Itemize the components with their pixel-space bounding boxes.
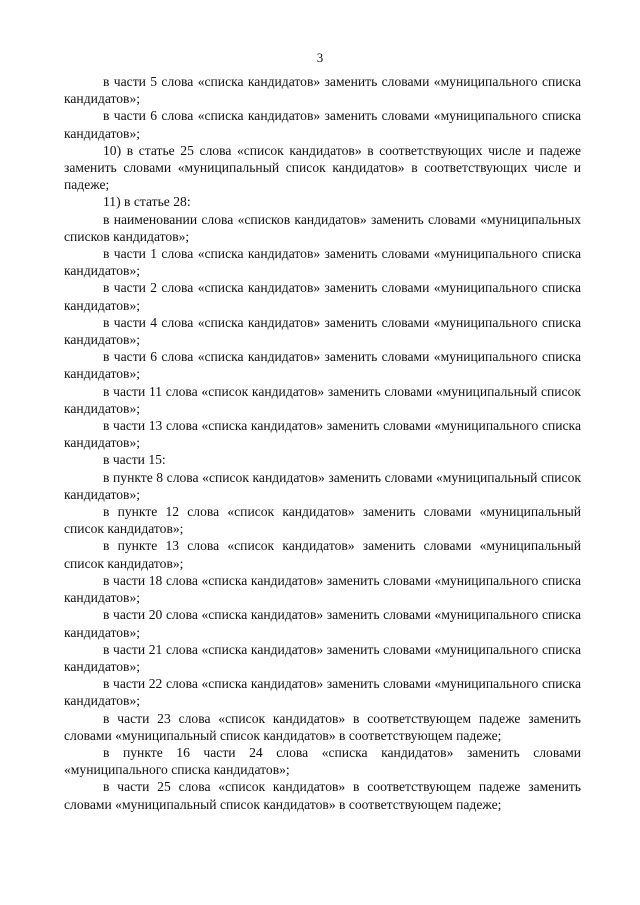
paragraph-part-21: в части 21 слова «списка кандидатов» заменить словами «муниципального списка кандидатов»; <box>64 641 581 674</box>
paragraph-article-title: в наименовании слова «списков кандидатов» заменить словами «муниципальных списков кандидатов»; <box>64 211 581 244</box>
paragraph-part-1: в части 1 слова «списка кандидатов» заменить словами «муниципального списка кандидатов»; <box>64 246 581 279</box>
paragraph-clause-12: в пункте 12 слова «список кандидатов» заменить словами «муниципальный список кандидатов»; <box>64 504 581 537</box>
page-number: 3 <box>316 50 324 65</box>
paragraph-part-6: в части 6 слова «списка кандидатов» заменить словами «муниципального списка кандидатов»; <box>64 108 581 141</box>
document-body <box>64 73 581 813</box>
paragraph-part-22: в части 22 слова «списка кандидатов» заменить словами «муниципального списка кандидатов»; <box>64 676 581 709</box>
paragraph-part-5: в части 5 слова «списка кандидатов» заменить словами «муниципального списка кандидатов»; <box>64 74 581 107</box>
paragraph-part-2: в части 2 слова «списка кандидатов» заменить словами «муниципального списка кандидатов»; <box>64 280 581 313</box>
paragraph-part-23: в части 23 слова «список кандидатов» в соответствующем падеже заменить словами «муниципальный список кандидатов» в соответствующем падеже; <box>64 710 581 743</box>
paragraph-part-13: в части 13 слова «списка кандидатов» заменить словами «муниципального списка кандидатов»; <box>64 418 581 451</box>
paragraph-part-20: в части 20 слова «списка кандидатов» заменить словами «муниципального списка кандидатов»; <box>64 607 581 640</box>
paragraph-clause-8: в пункте 8 слова «список кандидатов» заменить словами «муниципальный список кандидатов»; <box>64 469 581 502</box>
paragraph-clause-16-part-24: в пункте 16 части 24 слова «списка кандидатов» заменить словами «муниципального списка кандидатов»; <box>64 744 581 778</box>
paragraph-part-6-art-28: в части 6 слова «списка кандидатов» заменить словами «муниципального списка кандидатов»; <box>64 349 581 382</box>
paragraph-part-18: в части 18 слова «списка кандидатов» заменить словами «муниципального списка кандидатов»; <box>64 572 581 606</box>
paragraph-item-11-article-28: 11) в статье 28: <box>103 194 191 210</box>
paragraph-part-4: в части 4 слова «списка кандидатов» заменить словами «муниципального списка кандидатов»; <box>64 314 581 348</box>
paragraph-clause-13: в пункте 13 слова «список кандидатов» заменить словами «муниципальный список кандидатов»; <box>64 538 581 571</box>
paragraph-part-11: в части 11 слова «список кандидатов» заменить словами «муниципальный список кандидатов»; <box>64 383 581 416</box>
paragraph-part-15: в части 15: <box>103 452 166 468</box>
paragraph-part-25: в части 25 слова «список кандидатов» в соответствующем падеже заменить словами «муниципальный список кандидатов» в соответствующем падеже; <box>64 779 581 812</box>
paragraph-item-10-article-25: 10) в статье 25 слова «список кандидатов» в соответствующих числе и падеже заменить словами «муниципальный список кандидатов» в соответствующих числе и падеже; <box>64 142 581 193</box>
